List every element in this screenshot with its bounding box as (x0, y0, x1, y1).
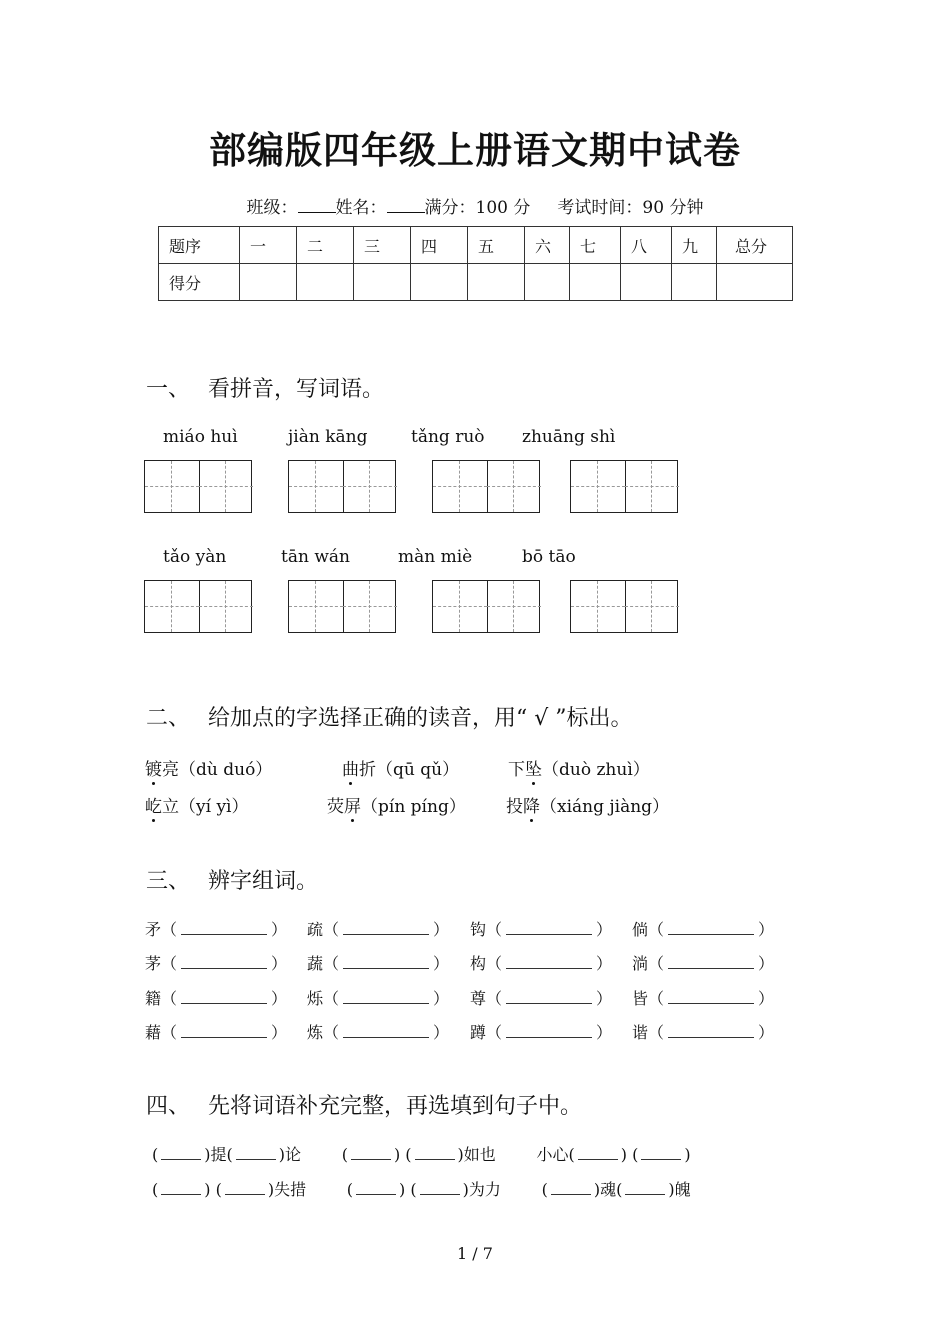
score-header-cell: 一 (240, 227, 297, 264)
word-blank[interactable] (506, 955, 592, 969)
word-char: 皆 (632, 989, 649, 1008)
word-blank[interactable] (506, 921, 592, 935)
writing-grid[interactable] (432, 460, 540, 513)
pinyin: bō tāo (522, 547, 576, 567)
fill-line-2: ( ) ( )失措 ( ) ( )为力 ( )魂( )魄 (152, 1180, 691, 1199)
name-label: 姓名： (335, 198, 387, 218)
reading-item[interactable] (145, 792, 249, 817)
pinyin: zhuāng shì (522, 427, 616, 447)
word-blank[interactable] (181, 955, 267, 969)
score-row-label: 得分 (159, 264, 240, 301)
word-char: 蔬 (307, 954, 324, 973)
score-header-cell: 总分 (717, 227, 793, 264)
word-blank[interactable] (668, 990, 754, 1004)
word-group-item: 皆（ ） (632, 989, 775, 1008)
word-char: 倘 (632, 920, 649, 939)
section2-title: 给加点的字选择正确的读音，用“ √ ”标出。 (208, 706, 633, 731)
fill-line-1: ( )提( )论 ( ) ( )如也 小心( ) ( ) (152, 1145, 691, 1164)
word-blank[interactable] (506, 990, 592, 1004)
score-cell[interactable] (297, 264, 354, 301)
word-blank[interactable] (668, 921, 754, 935)
word-group-item: 钩（ ） (470, 920, 613, 939)
score-header-cell: 四 (411, 227, 468, 264)
fill-text: 论 (285, 1145, 302, 1164)
word-blank[interactable] (181, 921, 267, 935)
section2-number: 二、 (146, 706, 191, 731)
word-group-item: 构（ ） (470, 954, 613, 973)
pinyin-options: （yí yì） (179, 797, 249, 817)
writing-grid[interactable] (288, 580, 396, 633)
section3-number: 三、 (146, 869, 191, 894)
item-pre: 投 (506, 797, 523, 817)
word-char: 藉 (145, 1023, 162, 1042)
fill-text: 失措 (274, 1180, 307, 1199)
fill-blank[interactable] (551, 1181, 591, 1195)
exam-info (0, 193, 950, 218)
fill-blank[interactable] (161, 1146, 201, 1160)
section2-heading (146, 701, 633, 732)
pinyin-options: （dù duó） (179, 760, 273, 780)
word-group-item: 矛（ ） (145, 920, 288, 939)
word-group-item: 藉（ ） (145, 1023, 288, 1042)
score-header-cell: 九 (672, 227, 717, 264)
page-title: 部编版四年级上册语文期中试卷 (209, 128, 741, 172)
writing-grid[interactable] (144, 460, 252, 513)
fill-blank[interactable] (641, 1146, 681, 1160)
reading-item[interactable] (342, 755, 459, 780)
word-char: 茅 (145, 954, 162, 973)
item-rest: 折 (359, 760, 376, 780)
fill-blank[interactable] (578, 1146, 618, 1160)
section4-number: 四、 (146, 1094, 191, 1119)
word-char: 淌 (632, 954, 649, 973)
fill-blank[interactable] (356, 1181, 396, 1195)
dotted-char: 曲 (342, 755, 359, 780)
fill-blank[interactable] (625, 1181, 665, 1195)
section1-heading (146, 372, 384, 403)
dotted-char: 降 (523, 792, 540, 817)
word-group-item: 谐（ ） (632, 1023, 775, 1042)
writing-grid[interactable] (570, 580, 678, 633)
pinyin-options: （pín píng） (361, 797, 466, 817)
dotted-char: 屏 (344, 792, 361, 817)
section3-title: 辨字组词。 (208, 869, 319, 894)
score-header-cell: 八 (621, 227, 672, 264)
page-number: 1 / 7 (457, 1244, 493, 1263)
score-cell[interactable] (672, 264, 717, 301)
full-score: 满分：100 分 (424, 198, 531, 218)
fill-blank[interactable] (420, 1181, 460, 1195)
word-group-item: 蔬（ ） (307, 954, 450, 973)
score-header-cell: 五 (468, 227, 525, 264)
score-cell[interactable] (354, 264, 411, 301)
writing-grid[interactable] (570, 460, 678, 513)
exam-time: 考试时间：90 分钟 (557, 198, 704, 218)
word-blank[interactable] (181, 990, 267, 1004)
pinyin: màn miè (398, 547, 473, 567)
pinyin-options: （duò zhuì） (542, 760, 650, 780)
word-group-item: 倘（ ） (632, 920, 775, 939)
score-cell[interactable] (717, 264, 793, 301)
fill-text: 提 (210, 1145, 227, 1164)
word-group-item: 疏（ ） (307, 920, 450, 939)
pinyin-options: （qū qǔ） (376, 760, 460, 780)
score-header-cell: 六 (525, 227, 570, 264)
word-char: 蹲 (470, 1023, 487, 1042)
word-blank[interactable] (343, 921, 429, 935)
score-table-score-row (159, 264, 793, 301)
word-blank[interactable] (343, 1024, 429, 1038)
score-cell[interactable] (621, 264, 672, 301)
writing-grid[interactable] (144, 580, 252, 633)
score-table (158, 226, 793, 301)
fill-text: 如也 (463, 1145, 496, 1164)
pinyin: jiàn kāng (288, 427, 368, 447)
dotted-char: 坠 (525, 755, 542, 780)
word-group-item: 茅（ ） (145, 954, 288, 973)
word-blank[interactable] (668, 955, 754, 969)
score-header-cell: 七 (570, 227, 621, 264)
pinyin: tǎng ruò (411, 427, 485, 447)
fill-blank[interactable] (415, 1146, 455, 1160)
fill-blank[interactable] (236, 1146, 276, 1160)
score-cell[interactable] (570, 264, 621, 301)
fill-text: 小心 (536, 1145, 569, 1164)
fill-text: 为力 (468, 1180, 501, 1199)
score-cell[interactable] (411, 264, 468, 301)
word-blank[interactable] (668, 1024, 754, 1038)
word-group-item: 烁（ ） (307, 989, 450, 1008)
word-blank[interactable] (181, 1024, 267, 1038)
word-char: 炼 (307, 1023, 324, 1042)
word-char: 谐 (632, 1023, 649, 1042)
section1-number: 一、 (146, 377, 191, 402)
score-cell[interactable] (240, 264, 297, 301)
class-blank (298, 198, 336, 213)
section1-title: 看拼音，写词语。 (208, 377, 385, 402)
word-char: 烁 (307, 989, 324, 1008)
word-char: 钩 (470, 920, 487, 939)
fill-blank[interactable] (351, 1146, 391, 1160)
pinyin-options: （xiáng jiàng） (540, 797, 670, 817)
fill-text: 魂 (600, 1180, 617, 1199)
score-cell[interactable] (468, 264, 525, 301)
item-rest: 亮 (162, 760, 179, 780)
word-char: 疏 (307, 920, 324, 939)
reading-item[interactable] (145, 755, 272, 780)
writing-grid[interactable] (288, 460, 396, 513)
word-char: 矛 (145, 920, 162, 939)
word-group-item: 淌（ ） (632, 954, 775, 973)
word-blank[interactable] (506, 1024, 592, 1038)
item-rest: 立 (162, 797, 179, 817)
dotted-char: 屹 (145, 792, 162, 817)
word-blank[interactable] (343, 955, 429, 969)
word-group-item: 炼（ ） (307, 1023, 450, 1042)
section4-heading (146, 1089, 582, 1120)
pinyin: tǎo yàn (163, 547, 227, 567)
section4-title: 先将词语补充完整，再选填到句子中。 (208, 1094, 583, 1119)
score-header-cell: 三 (354, 227, 411, 264)
writing-grid[interactable] (432, 580, 540, 633)
reading-item[interactable] (506, 792, 669, 817)
dotted-char: 镀 (145, 755, 162, 780)
reading-item[interactable] (508, 755, 650, 780)
score-header-cell: 二 (297, 227, 354, 264)
item-pre: 荧 (327, 797, 344, 817)
item-pre: 下 (508, 760, 525, 780)
pinyin: miáo huì (163, 427, 238, 447)
word-group-item: 籍（ ） (145, 989, 288, 1008)
pinyin: tān wán (281, 547, 350, 567)
word-char: 尊 (470, 989, 487, 1008)
score-cell[interactable] (525, 264, 570, 301)
word-char: 构 (470, 954, 487, 973)
name-blank (387, 198, 425, 213)
score-header-cell: 题序 (159, 227, 240, 264)
reading-item[interactable] (327, 792, 466, 817)
fill-blank[interactable] (161, 1181, 201, 1195)
word-char: 籍 (145, 989, 162, 1008)
class-label: 班级： (246, 198, 298, 218)
score-table-header-row (159, 227, 793, 264)
word-group-item: 蹲（ ） (470, 1023, 613, 1042)
section3-heading (146, 864, 318, 895)
fill-text: 魄 (674, 1180, 691, 1199)
word-blank[interactable] (343, 990, 429, 1004)
word-group-item: 尊（ ） (470, 989, 613, 1008)
fill-blank[interactable] (225, 1181, 265, 1195)
